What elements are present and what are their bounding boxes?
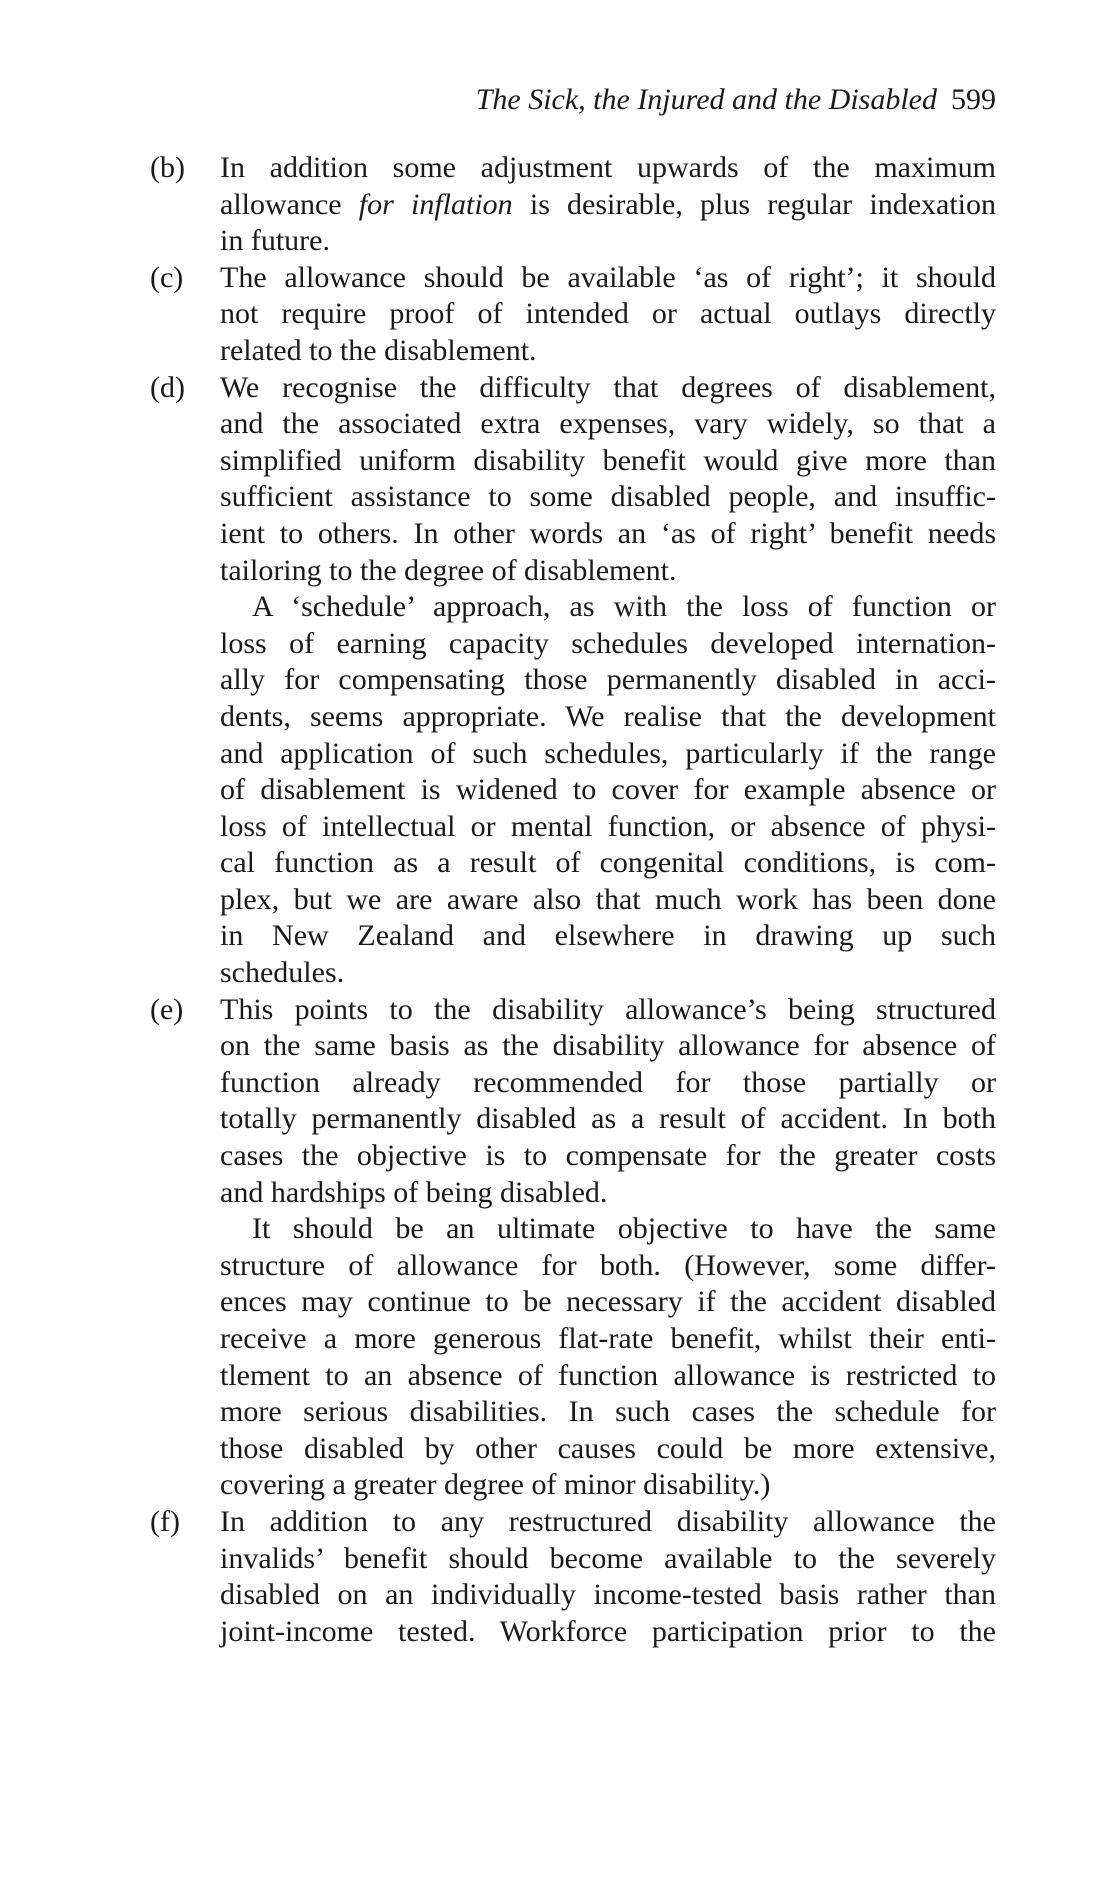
text-line: cases the objective is to compensate for the greater costs xyxy=(220,1139,996,1173)
text-run: allowance xyxy=(220,187,342,221)
text-line: disabled on an individually income-tested basis rather than xyxy=(220,1578,996,1612)
list-item-f xyxy=(150,1504,996,1650)
text-line: in future. xyxy=(220,224,330,258)
text-line: loss of earning capacity schedules developed internation- xyxy=(220,626,996,660)
text-line: A ‘schedule’ approach, as with the loss of function or xyxy=(252,590,996,624)
text-line: not require proof of intended or actual outlays directly xyxy=(220,297,996,331)
text-line: loss of intellectual or mental function, or absence of physi- xyxy=(220,809,996,843)
text-line: cal function as a result of congenital conditions, is com- xyxy=(220,846,996,880)
text-line: joint-income tested. Workforce participation prior to the xyxy=(220,1614,996,1648)
text-run: is desirable, plus regular indexation xyxy=(529,187,996,221)
text-line: receive a more generous flat-rate benefit, whilst their enti- xyxy=(220,1322,996,1355)
text-line: covering a greater degree of minor disability.) xyxy=(220,1468,771,1502)
running-head-title: The Sick, the Injured and the Disabled xyxy=(475,83,937,116)
text-line: those disabled by other causes could be more extensive, xyxy=(220,1431,996,1465)
paragraph xyxy=(220,370,996,590)
text-line: We recognise the difficulty that degrees of disablement, xyxy=(220,370,996,404)
text-line: tailoring to the degree of disablement. xyxy=(220,553,677,587)
list-item-d xyxy=(150,370,996,992)
list-item-e xyxy=(150,992,996,1504)
item-marker: (f) xyxy=(150,1504,180,1538)
item-marker: (b) xyxy=(150,151,185,184)
text-line: more serious disabilities. In such cases the schedule for xyxy=(220,1395,996,1429)
text-line: dents, seems appropriate. We realise that the development xyxy=(220,699,996,733)
text-line: ient to others. In other words an ‘as of right’ benefit needs xyxy=(220,516,996,550)
list-item-b xyxy=(150,150,996,260)
text-line: totally permanently disabled as a result of accident. In both xyxy=(220,1102,996,1136)
text-line: in New Zealand and elsewhere in drawing up such xyxy=(220,919,996,953)
text-line: tlement to an absence of function allowance is restricted to xyxy=(220,1358,996,1392)
item-text xyxy=(220,260,996,370)
text-line: sufficient assistance to some disabled people, and insuffic- xyxy=(220,480,996,514)
text-line: In addition some adjustment upwards of the maximum xyxy=(220,151,996,184)
text-line: The allowance should be available ‘as of right’; it should xyxy=(220,260,996,294)
item-text xyxy=(220,1504,996,1650)
paragraph xyxy=(220,1211,996,1504)
text-line: and hardships of being disabled. xyxy=(220,1175,608,1209)
text-line: schedules. xyxy=(220,956,345,990)
emphasis-text: for inflation xyxy=(358,187,513,221)
text-line: and application of such schedules, particularly if the range xyxy=(220,736,996,770)
item-marker: (d) xyxy=(150,370,185,404)
text-line: on the same basis as the disability allowance for absence of xyxy=(220,1029,996,1063)
text-line: structure of allowance for both. (However, some differ- xyxy=(220,1248,996,1282)
text-line: plex, but we are aware also that much work has been done xyxy=(220,882,996,916)
text-line: and the associated extra expenses, vary widely, so that a xyxy=(220,407,996,441)
item-text xyxy=(220,992,996,1504)
item-marker: (e) xyxy=(150,992,184,1026)
text-line: ally for compensating those permanently disabled in acci- xyxy=(220,663,996,697)
text-line xyxy=(220,187,996,224)
text-line: This points to the disability allowance’s being structured xyxy=(220,992,996,1026)
page-body xyxy=(150,150,996,1650)
text-line: In addition to any restructured disability allowance the xyxy=(220,1504,996,1538)
page-number: 599 xyxy=(951,83,996,116)
text-line: It should be an ultimate objective to have the same xyxy=(252,1212,996,1246)
item-text xyxy=(220,150,996,260)
text-line: related to the disablement. xyxy=(220,333,537,367)
text-line: function already recommended for those partially or xyxy=(220,1065,996,1099)
paragraph xyxy=(220,589,996,992)
paragraph xyxy=(220,992,996,1212)
text-line: invalids’ benefit should become available to the severely xyxy=(220,1541,996,1575)
running-head xyxy=(220,82,996,118)
text-line: simplified uniform disability benefit would give more than xyxy=(220,443,996,477)
item-text xyxy=(220,370,996,992)
text-line: of disablement is widened to cover for example absence or xyxy=(220,773,996,807)
item-marker: (c) xyxy=(150,260,184,294)
list-item-c xyxy=(150,260,996,370)
text-line: ences may continue to be necessary if the accident disabled xyxy=(220,1285,996,1319)
